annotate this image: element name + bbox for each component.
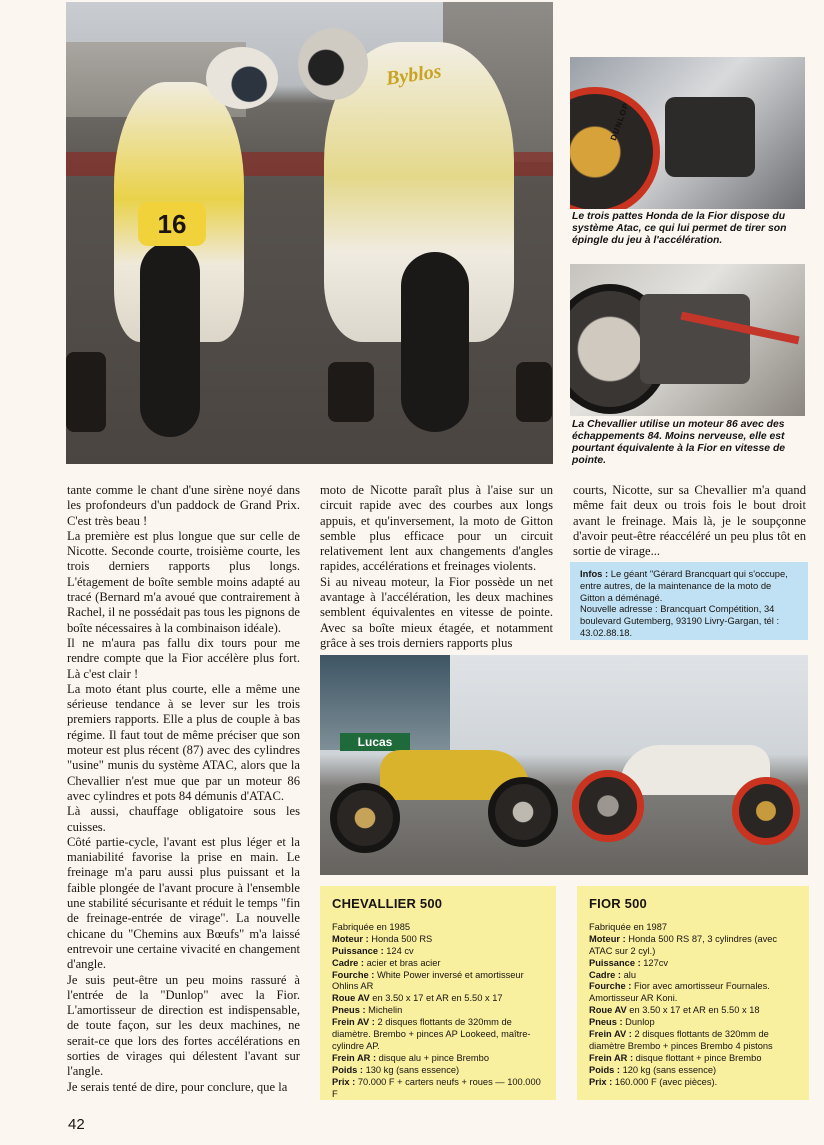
spec-row: Roue AV en 3.50 x 17 et AR en 5.50 x 17 xyxy=(332,993,503,1004)
spec-row: Moteur : Honda 500 RS xyxy=(332,933,433,944)
page-number: 42 xyxy=(68,1116,85,1133)
caption-top: Le trois pattes Honda de la Fior dispose du système Atac, ce qui lui permet de tirer son épingle du jeu à l'accélération. xyxy=(572,211,787,246)
bikes-photo xyxy=(320,655,808,875)
paragraph: Si au niveau moteur, la Fior possède un net avantage à l'accélération, les deux machines semblent équivalentes en vitesse de pointe. Avec sa boîte mieux étagée, et notamment grâce à ses trois derniers rapports plus xyxy=(320,574,553,650)
spec-row: Roue AV en 3.50 x 17 et AR en 5.50 x 18 xyxy=(589,1005,760,1016)
right-boot-right xyxy=(516,362,552,422)
paragraph: Je suis peut-être un peu moins rassuré à l'entrée de la "Dunlop" avec la Fior. L'amortisseur de direction est indispensable, de toute façon, sur les deux machines, ne serait-ce que lors des fortes accélérations en sorties de virages qui délestent l'avant sur l'angle. xyxy=(67,972,300,1079)
paragraph: Je serais tenté de dire, pour conclure, que la xyxy=(67,1079,288,1094)
fior-front-wheel xyxy=(732,777,800,845)
paragraph: Il ne m'aura pas fallu dix tours pour me rendre compte que la Fior accélère plus fort. Là c'est clair ! xyxy=(67,635,300,681)
spec-title: CHEVALLIER 500 xyxy=(332,896,443,911)
racers-photo xyxy=(66,2,553,464)
paragraph: Côté partie-cycle, l'avant est plus léger et la maniabilité favorise la prise en main. Le freinage m'a paru aussi plus puissant et la faible plongée de l'avant procure à l'ensemble une stabilité sécurisante et réduit le temps "fin de freinage-entrée de virage". La nouvelle chicane du "Chemins aux Bœufs" m'a laissé entrevoir une certaine vivacité en changement d'angle. xyxy=(67,834,300,972)
article-column-3 xyxy=(573,483,806,559)
spec-row: Pneus : Dunlop xyxy=(589,1017,655,1028)
fairing-logo: Byblos xyxy=(384,60,443,90)
left-boot xyxy=(66,352,106,432)
spec-row: Frein AR : disque alu + pince Brembo xyxy=(332,1052,490,1063)
right-helmet xyxy=(298,28,368,100)
spec-row: Prix : 70.000 F + carters neufs + roues — 100.000 F xyxy=(332,1076,541,1099)
spec-row: Fabriquée en 1987 xyxy=(589,921,668,932)
spec-row: Poids : 120 kg (sans essence) xyxy=(589,1064,717,1075)
article-column-2 xyxy=(320,483,553,651)
spec-row: Poids : 130 kg (sans essence) xyxy=(332,1064,460,1075)
right-boot-left xyxy=(328,362,374,422)
left-tyre xyxy=(140,242,200,437)
info-line-2: Nouvelle adresse : Brancquart Compétition, 34 boulevard Gutemberg, 93190 Livry-Gargan, tél : 43.02.88.18. xyxy=(580,603,780,638)
paragraph: tante comme le chant d'une sirène noyé dans les profondeurs d'un paddock de Grand Prix. C'est très beau ! xyxy=(67,483,300,528)
info-box xyxy=(570,562,808,640)
info-label: Infos : xyxy=(580,568,611,579)
spec-row: Fourche : White Power inversé et amortisseur Ohlins AR xyxy=(332,969,524,992)
tyre-brand: DUNLOP xyxy=(608,101,631,142)
spec-row: Pneus : Michelin xyxy=(332,1005,403,1016)
chevallier-engine-photo xyxy=(570,264,805,416)
caption-mid: La Chevallier utilise un moteur 86 avec des échappements 84. Moins nerveuse, elle est pourtant équivalente à la Fior en vitesse de pointe. xyxy=(572,419,786,466)
front-wheel xyxy=(570,87,660,209)
lucas-sign: Lucas xyxy=(340,733,410,751)
spec-row: Moteur : Honda 500 RS 87, 3 cylindres (avec ATAC sur 2 cyl.) xyxy=(589,933,778,956)
right-tyre xyxy=(401,252,469,432)
spec-chevallier xyxy=(320,886,556,1100)
article-column-1 xyxy=(67,483,300,1095)
spec-row: Frein AV : 2 disques flottants de 320mm de diamètre. Brembo + pinces AP Lookeed, maître-cylindre AP. xyxy=(332,1017,531,1051)
spec-row: Frein AV : 2 disques flottants de 320mm de diamètre Brembo + pinces Brembo 4 pistons xyxy=(589,1029,773,1051)
paragraph: moto de Nicotte paraît plus à l'aise sur un circuit rapide avec des courbes aux longs appuis, et qu'inversement, la moto de Gitton semble plus efficace pour un circuit relativement lent aux changements d'angles rapides, accélérations et freinages violents. xyxy=(320,483,553,574)
spec-row: Puissance : 124 cv xyxy=(332,945,414,956)
engine-block xyxy=(665,97,755,177)
spec-title: FIOR 500 xyxy=(589,896,647,911)
spec-row: Puissance : 127cv xyxy=(589,957,669,968)
spec-row: Fabriquée en 1985 xyxy=(332,921,411,932)
info-line-1: Le géant "Gérard Brancquart qui s'occupe, entre autres, de la maintenance de la moto de Gitton a déménagé. xyxy=(580,568,788,603)
paragraph: courts, Nicotte, sur sa Chevallier m'a quand même fait deux ou trois fois le bout droit avant le freinage. Mais là, je le soupçonne d'avoir peut-être réaccéléré un peu plus tôt en sortie de virage... xyxy=(573,483,806,559)
spec-fior xyxy=(577,886,809,1100)
paragraph: Là aussi, chauffage obligatoire sous les cuisses. xyxy=(67,804,300,834)
fior-engine-photo xyxy=(570,57,805,209)
engine-mid xyxy=(640,294,750,384)
spec-row: Frein AR : disque flottant + pince Brembo xyxy=(589,1052,762,1063)
spec-row: Cadre : acier et bras acier xyxy=(332,957,441,968)
paragraph: La première est plus longue que sur celle de Nicotte. Seconde courte, troisième courte, les trois derniers rapports plus longs. L'étagement de boîte semble moins adapté au tracé (Bernard m'a avoué que contrairement à Rachel, il ne possédait pas tous les pignons de boîte nécessaires à la combinaison idéale). xyxy=(67,528,300,635)
spec-row: Fourche : Fior avec amortisseur Fournales. Amortisseur AR Koni. xyxy=(589,981,770,1004)
spec-row: Prix : 160.000 F (avec pièces). xyxy=(589,1076,718,1087)
left-helmet xyxy=(206,47,278,109)
paragraph: La moto étant plus courte, elle a même une sérieuse tendance à se lever sur les trois premiers rapports. Elle a plus de couple à bas régime. Il faut tout de même préciser que son moteur est plus récent (87) avec des cylindres "usine" munis du système ATAC, alors que la Chevallier n'est mue que par un moteur 86 avec cylindres et pots 84 démunis d'ATAC. xyxy=(67,681,300,803)
spec-row: Cadre : alu xyxy=(589,969,637,980)
chevallier-front-wheel xyxy=(330,783,400,853)
bike-number-plate: 16 xyxy=(138,202,206,246)
fior-rear-wheel xyxy=(572,770,644,842)
chevallier-rear-wheel xyxy=(488,777,558,847)
